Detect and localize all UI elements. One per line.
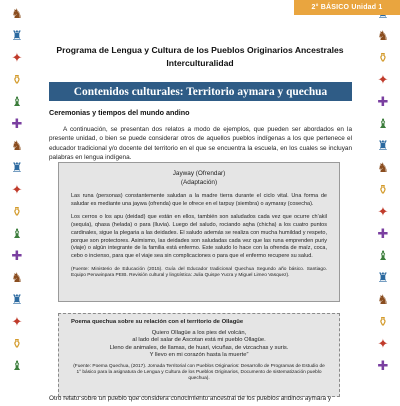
llama-icon: ♞ [377, 160, 389, 175]
unit-badge: 2° BÁSICO Unidad 1 [294, 0, 400, 15]
poem-line: al lado del salar de Ascotan está mi pueblo Ollagüe. [132, 337, 266, 344]
vessel-icon: ⚱ [11, 72, 23, 87]
intro-paragraph [49, 125, 352, 162]
bottom-paragraph: Otro relato sobre un pueblo que considera conocimiento ancestral de los pueblos andinos aymara y [49, 395, 332, 402]
poem [71, 330, 327, 360]
figure-icon: ♜ [377, 270, 389, 285]
vessel-icon: ⚱ [11, 204, 23, 219]
story2-title: Poema quechua sobre su relación con el territorio de Ollagüe [71, 319, 244, 325]
section-banner: Contenidos culturales: Territorio aymara y quechua [49, 82, 352, 101]
bird-icon: ✦ [11, 182, 23, 197]
story1-subtitle: (Adaptación) [180, 179, 218, 186]
story1-source: (Fuente: Ministerio de Educación (2015). Guía del Educador tradicional Quechua Segundo año básico. Santiago. Equipo Peruwinpara PEIB. Revisión cultural y lingüística: Julia Quispe Yucra y Miguel Limeo Vasquez). [71, 266, 327, 279]
vessel-icon: ⚱ [377, 314, 389, 329]
vessel-icon: ⚱ [377, 182, 389, 197]
right-decorative-strip [366, 0, 400, 406]
bird-icon: ✦ [11, 314, 23, 329]
figure-icon: ♜ [377, 138, 389, 153]
cross-icon: ✚ [377, 358, 389, 373]
title-line-2: Interculturalidad [166, 58, 234, 68]
figure-icon: ♜ [11, 28, 23, 43]
dancer-icon: ♝ [11, 94, 23, 109]
section-subheading: Ceremonias y tiempos del mundo andino [49, 108, 190, 117]
story1-paragraph-1: Las runa (personas) constantemente saludan a la madre tierra durante el ciclo vital. Una forma de saludar es mediante una jaywa (ofrenda) que le ofrece en el tarpuy (siembra) o aymaray (cosecha). [71, 193, 327, 207]
intro-text: A continuación, se presentan dos relatos a modo de ejemplos, que pueden ser abordados en la presente unidad, o bien se puede considerar otros de aquellos pueblos indígenas a los que pertenece el educador tradicional y/o docente del territorio en el que se encuentra la escuela, en los cuales se incluyan palabras en lengua indígena. [49, 126, 352, 161]
story-box-poem [58, 313, 340, 397]
story2-source: (Fuente: Poema Quechua, (2017). Jornada Territorial con Pueblos Originarios: Desarrollo de Programas de Estudio de 1° básico para la asignatura de Lengua y Cultura de los Pueblos Originarios, Documento de sistematización pueblo quechua). [73, 363, 325, 382]
cross-icon: ✚ [11, 248, 23, 263]
bird-icon: ✦ [377, 204, 389, 219]
poem-line: Y llevo en mi corazón hasta la muerte” [149, 352, 249, 359]
cross-icon: ✚ [11, 116, 23, 131]
cross-icon: ✚ [377, 226, 389, 241]
document-title [40, 44, 360, 70]
title-line-1: Programa de Lengua y Cultura de los Pueblos Originarios Ancestrales [56, 45, 344, 55]
dancer-icon: ♝ [11, 226, 23, 241]
figure-icon: ♜ [11, 292, 23, 307]
vessel-icon: ⚱ [377, 50, 389, 65]
dancer-icon: ♝ [11, 358, 23, 373]
left-decorative-strip [0, 0, 34, 406]
llama-icon: ♞ [377, 28, 389, 43]
poem-line: Quiero Ollagüe a los pies del volcán, [151, 330, 247, 336]
bird-icon: ✦ [377, 72, 389, 87]
dancer-icon: ♝ [377, 116, 389, 131]
bird-icon: ✦ [377, 336, 389, 351]
story1-paragraph-2: Los cerros o los apu (deidad) que están en ellos, también son saludados cada vez que ocurre ch’akil (sequía), qhasa (helada) o para (lluvia). Luego del saludo, rociando aqha (chicha) a los cuatro puntos cardinales, sigue la plegaria a las deidades. El saludo además se realiza con mucha humildad y respeto, porque son protectores. Asimismo, las deidades son saludadas cada vez que las runa emprenden puriy (viaje) o algún integrante de la familia está enfermo. Este saludo lo hace con la ofrenda de maíz, coca, cebo o incienso, para que el viaje sea sin complicaciones o para que el enfermo recupere su salud. [71, 214, 327, 259]
llama-icon: ♞ [11, 138, 23, 153]
llama-icon: ♞ [377, 292, 389, 307]
story-box-jayway [58, 162, 340, 302]
vessel-icon: ⚱ [11, 336, 23, 351]
cross-icon: ✚ [377, 94, 389, 109]
llama-icon: ♞ [11, 6, 23, 21]
poem-line: Lleno de animales, de llamas, de huari, vicuñas, de vizcachas y suris. [109, 344, 289, 351]
bird-icon: ✦ [11, 50, 23, 65]
llama-icon: ♞ [11, 270, 23, 285]
story1-title: Jayway (Ofrendar) [172, 170, 226, 177]
figure-icon: ♜ [11, 160, 23, 175]
dancer-icon: ♝ [377, 248, 389, 263]
